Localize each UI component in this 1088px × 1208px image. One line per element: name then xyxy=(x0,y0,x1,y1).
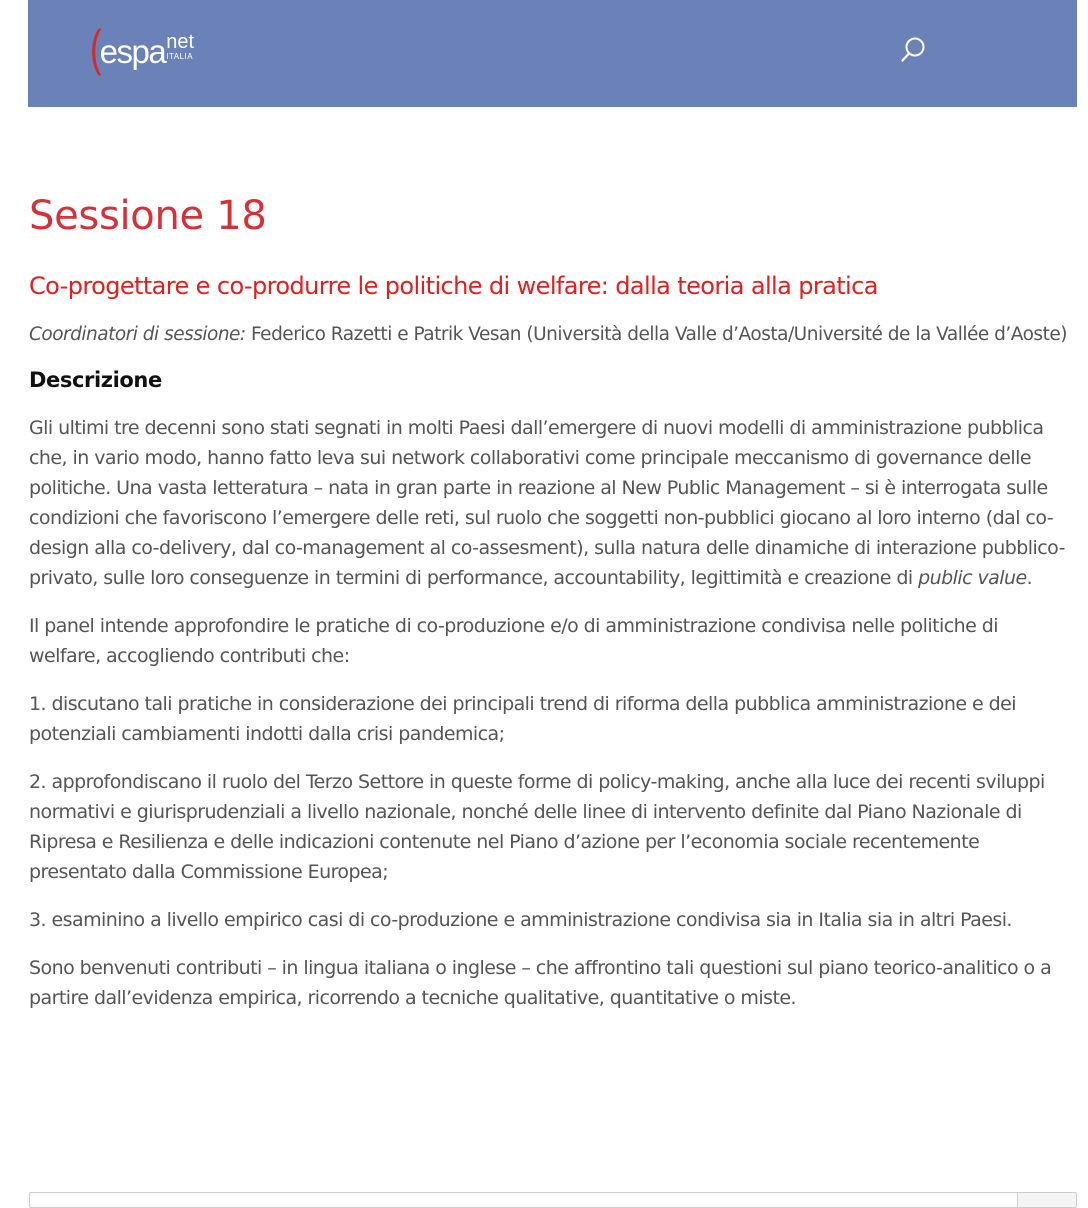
bottom-field-button[interactable] xyxy=(1017,1193,1076,1207)
description-paragraph-last: Sono benvenuti contributi – in lingua italiana o inglese – che affrontino tali questioni sul piano teorico-analitico o a partire dall’evidenza empirica, ricorrendo a tecniche qualitative, quantitative o miste. xyxy=(29,957,1052,1009)
list-item-3: 3. esaminino a livello empirico casi di co-produzione e amministrazione condivisa sia in Italia sia in altri Paesi. xyxy=(29,909,1012,931)
search-button[interactable] xyxy=(900,36,926,64)
logo-net: net xyxy=(166,31,195,53)
coordinators-names: Federico Razetti e Patrik Vesan (Università della Valle d’Aosta/Université de la Vallée d’Aoste) xyxy=(245,324,1067,345)
espanet-italia-logo[interactable] xyxy=(90,20,195,76)
site-header xyxy=(28,0,1077,107)
p1-text: Gli ultimi tre decenni sono stati segnati in molti Paesi dall’emergere di nuovi modelli di amministrazione pubblica che, in vario modo, hanno fatto leva sui network collaborativi come principale meccanismo di governance delle politiche. Una vasta letteratura – nata in gran parte in reazione al New Public Management – si è interrogata sulle condizioni che favoriscono l’emergere delle reti, sul ruolo che soggetti non-pubblici giocano al loro interno (dal co-design alla co-delivery, dal co-management al co-assesment), sulla natura delle dinamiche di interazione pubblico-privato, sulle loro conseguenze in termini di performance, accountability, legittimità e creazione di xyxy=(29,417,1065,589)
p1-emphasis: public value xyxy=(918,567,1027,589)
list-item-2: 2. approfondiscano il ruolo del Terzo Settore in queste forme di policy-making, anche alla luce dei recenti sviluppi normativi e giurisprudenziali a livello nazionale, nonché delle linee di intervento definite dal Piano Nazionale di Ripresa e Resilienza e delle indicazioni contenute nel Piano d’azione per l’economia sociale recentemente presentato dalla Commissione Europea; xyxy=(29,771,1045,883)
bottom-input-field[interactable] xyxy=(29,1192,1077,1208)
logo-italia: ITALIA xyxy=(166,52,194,61)
logo-paren: ( xyxy=(90,20,102,76)
session-subtitle: Co-progettare e co-produrre le politiche di welfare: dalla teoria alla pratica xyxy=(29,272,878,300)
page-title: Sessione 18 xyxy=(29,193,267,239)
coordinators xyxy=(29,320,1075,349)
session-content xyxy=(29,190,1075,1013)
description-heading: Descrizione xyxy=(29,368,162,392)
description-paragraph-2: Il panel intende approfondire le pratiche di co-produzione e/o di amministrazione condivisa nelle politiche di welfare, accogliendo contributi che: xyxy=(29,615,998,667)
description-paragraph-1 xyxy=(29,413,1075,593)
search-icon xyxy=(900,36,926,64)
coordinators-label: Coordinatori di sessione: xyxy=(29,324,246,345)
logo-espa: espa xyxy=(99,33,166,70)
p1-end: . xyxy=(1026,567,1033,589)
logo-right xyxy=(166,32,194,62)
list-item-1: 1. discutano tali pratiche in considerazione dei principali trend di riforma della pubblica amministrazione e dei potenziali cambiamenti indotti dalla crisi pandemica; xyxy=(29,693,1016,745)
